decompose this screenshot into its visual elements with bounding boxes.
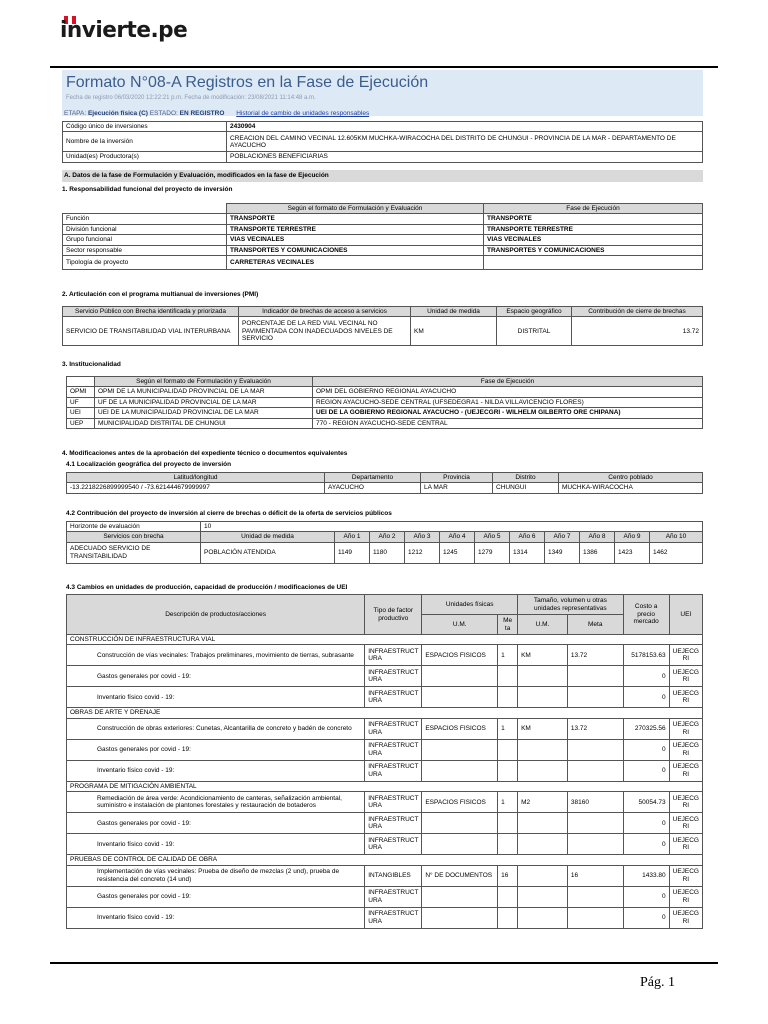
item-description: Gastos generales por covid - 19: xyxy=(67,739,365,760)
item-tipo: INFRAESTRUCT URA xyxy=(365,834,422,855)
item-um2 xyxy=(518,907,568,928)
item-um2 xyxy=(518,739,568,760)
item-meta: 1 xyxy=(498,718,518,739)
item-uei: UEJECG RI xyxy=(669,718,702,739)
cell: DISTRITAL xyxy=(497,317,572,346)
estado-value: EN REGISTRO xyxy=(179,110,225,117)
item-meta xyxy=(498,666,518,687)
table-row xyxy=(67,418,703,428)
item-description: Construcción de vías vecinales: Trabajos preliminares, movimiento de tierras, subrasante xyxy=(67,645,365,666)
fe-value: UF DE LA MUNICIPALIDAD PROVINCIAL DE LA MAR xyxy=(95,397,313,407)
item-meta2 xyxy=(567,834,623,855)
pmi-table xyxy=(62,306,703,346)
item-meta2 xyxy=(567,666,623,687)
col-header: Espacio geográfico xyxy=(497,307,572,317)
cell: 1386 xyxy=(580,542,615,563)
section-2-title: 2. Articulación con el programa multianual de inversiones (PMI) xyxy=(62,291,259,298)
cell: 1149 xyxy=(335,542,370,563)
item-description: Construcción de obras exteriores: Cunetas, Alcantarilla de concreto y badén de concreto xyxy=(67,718,365,739)
cell: LA MAR xyxy=(421,483,493,493)
item-meta2 xyxy=(567,739,623,760)
key-cell: UEP xyxy=(67,418,95,428)
key-cell: UEI xyxy=(67,408,95,418)
table-row xyxy=(67,813,703,834)
group-name: OBRAS DE ARTE Y DRENAJE xyxy=(67,708,703,718)
empty-header xyxy=(67,377,95,387)
fe-value: OPMI DE LA MUNICIPALIDAD PROVINCIAL DE LA MAR xyxy=(95,387,313,397)
col-header: Fase de Ejecución xyxy=(313,377,703,387)
item-tipo: INFRAESTRUCT URA xyxy=(365,792,422,813)
col-header: Año 2 xyxy=(370,532,405,542)
table-row xyxy=(67,718,703,739)
item-um xyxy=(422,666,498,687)
ej-value: OPMI DEL GOBIERNO REGIONAL AYACUCHO xyxy=(313,387,703,397)
group-name: PRUEBAS DE CONTROL DE CALIDAD DE OBRA xyxy=(67,855,703,865)
table-row xyxy=(63,245,703,255)
horizonte-value: 10 xyxy=(201,522,703,532)
col-header: Servicios con brecha xyxy=(67,532,201,542)
label-cell: Unidad(es) Productora(s) xyxy=(63,152,227,162)
col-header: Según el formato de Formulación y Evaluación xyxy=(227,204,484,214)
col-header: Me ta xyxy=(498,615,518,635)
cell: 13.72 xyxy=(572,317,703,346)
etapa-label: ETAPA: xyxy=(64,110,87,117)
table-row xyxy=(67,865,703,886)
row-label: Tipología de proyecto xyxy=(63,256,227,270)
item-um xyxy=(422,739,498,760)
item-costo: 0 xyxy=(623,834,669,855)
table-row xyxy=(63,122,703,132)
cell: 1279 xyxy=(475,542,510,563)
item-meta2: 38160 xyxy=(567,792,623,813)
item-meta xyxy=(498,886,518,907)
col-header: Año 5 xyxy=(475,532,510,542)
item-um2 xyxy=(518,886,568,907)
cell: 1245 xyxy=(440,542,475,563)
item-um xyxy=(422,813,498,834)
item-um: ESPACIOS FISICOS xyxy=(422,645,498,666)
page-title: Formato N°08-A Registros en la Fase de Ejecución xyxy=(66,74,429,91)
item-meta xyxy=(498,760,518,781)
table-row xyxy=(63,256,703,270)
group-name: PROGRAMA DE MITIGACIÓN AMBIENTAL xyxy=(67,781,703,791)
cell: 1462 xyxy=(650,542,703,563)
table-row xyxy=(67,483,703,493)
table-row xyxy=(67,522,703,532)
empty-cell xyxy=(484,256,703,270)
col-header: Tipo de factor productivo xyxy=(365,595,422,635)
item-um: ESPACIOS FISICOS xyxy=(422,792,498,813)
item-description: Remediación de área verde: Acondicionamiento de canteras, señalización ambiental, suministro e instalación de plantones forestales y restauración de botaderos xyxy=(67,792,365,813)
item-tipo: INFRAESTRUCT URA xyxy=(365,718,422,739)
item-um xyxy=(422,834,498,855)
group-row xyxy=(67,781,703,791)
cell: POBLACIÓN ATENDIDA xyxy=(201,542,335,563)
col-header: Departamento xyxy=(325,473,421,483)
row-label: Función xyxy=(63,214,227,224)
cell: 1180 xyxy=(370,542,405,563)
item-tipo: INFRAESTRUCT URA xyxy=(365,907,422,928)
cell: 1349 xyxy=(545,542,580,563)
item-meta2: 16 xyxy=(567,865,623,886)
item-meta xyxy=(498,834,518,855)
table-row xyxy=(63,224,703,234)
item-meta: 1 xyxy=(498,645,518,666)
item-meta: 16 xyxy=(498,865,518,886)
col-header: Unidades físicas xyxy=(422,595,518,615)
item-um2 xyxy=(518,666,568,687)
table-row xyxy=(63,132,703,152)
record-dates: Fecha de registro 06/03/2020 12:22:21 p.m. Fecha de modificación: 23/08/2021 11:14:48 a.m. xyxy=(66,95,316,101)
ej-value: REGION AYACUCHO-SEDE CENTRAL (UFSEDEGRA1 - NILDA VILLAVICENCIO FLORES) xyxy=(313,397,703,407)
item-um2 xyxy=(518,687,568,708)
item-uei: UEJECG RI xyxy=(669,739,702,760)
item-costo: 5178153.63 xyxy=(623,645,669,666)
item-costo: 50054.73 xyxy=(623,792,669,813)
stage-bar xyxy=(62,108,703,120)
ej-value: 770 - REGION AYACUCHO-SEDE CENTRAL xyxy=(313,418,703,428)
top-rule xyxy=(50,66,718,68)
col-header: Fase de Ejecución xyxy=(484,204,703,214)
row-label: Sector responsable xyxy=(63,245,227,255)
item-um xyxy=(422,907,498,928)
label-cell: Nombre de la inversión xyxy=(63,132,227,152)
cell: CHUNGUI xyxy=(493,483,559,493)
item-costo: 270325.56 xyxy=(623,718,669,739)
item-um xyxy=(422,886,498,907)
item-description: Gastos generales por covid - 19: xyxy=(67,813,365,834)
item-um: ESPACIOS FISICOS xyxy=(422,718,498,739)
item-tipo: INFRAESTRUCT URA xyxy=(365,739,422,760)
section-a-header: A. Datos de la fase de Formulación y Evaluación, modificados en la fase de Ejecución xyxy=(62,170,703,182)
group-row xyxy=(67,635,703,645)
table-row xyxy=(67,834,703,855)
item-uei: UEJECG RI xyxy=(669,760,702,781)
section-4-title: 4. Modificaciones antes de la aprobación del expediente técnico o documentos equivalentes xyxy=(62,450,348,457)
etapa-value: Ejecución física (C) xyxy=(87,110,148,117)
col-header: Año 9 xyxy=(615,532,650,542)
table-row xyxy=(67,666,703,687)
fe-value: CARRETERAS VECINALES xyxy=(227,256,484,270)
ej-value: TRANSPORTE TERRESTRE xyxy=(484,224,703,234)
cell: SERVICIO DE TRANSITABILIDAD VIAL INTERURBANA xyxy=(63,317,239,346)
col-header: Indicador de brechas de acceso a servicios xyxy=(239,307,411,317)
item-tipo: INFRAESTRUCT URA xyxy=(365,813,422,834)
table-row xyxy=(67,739,703,760)
item-meta2 xyxy=(567,760,623,781)
item-tipo: INFRAESTRUCT URA xyxy=(365,687,422,708)
item-um xyxy=(422,760,498,781)
general-table xyxy=(62,121,703,163)
item-meta2: 13.72 xyxy=(567,645,623,666)
table-row xyxy=(67,542,703,563)
item-uei: UEJECG RI xyxy=(669,687,702,708)
col-header: Año 10 xyxy=(650,532,703,542)
col-header: Unidad de medida xyxy=(411,307,497,317)
section-3-title: 3. Institucionalidad xyxy=(62,361,121,368)
col-header: Meta xyxy=(567,615,623,635)
item-meta2 xyxy=(567,687,623,708)
table-row xyxy=(63,235,703,245)
item-meta xyxy=(498,739,518,760)
value-cell: CREACION DEL CAMINO VECINAL 12.605KM MUCHKA-WIRACOCHA DEL DISTRITO DE CHUNGUI - PROVINCIA DE LA MAR - DEPARTAMENTO DE AYACUCHO xyxy=(227,132,703,152)
table-row xyxy=(63,214,703,224)
history-link[interactable]: Historial de cambio de unidades responsables xyxy=(236,110,370,117)
institution-table xyxy=(66,376,703,429)
item-costo: 0 xyxy=(623,739,669,760)
value-cell: 2430904 xyxy=(227,122,703,132)
responsibility-table xyxy=(62,203,703,270)
col-header: Servicio Público con Brecha identificada y priorizada xyxy=(63,307,239,317)
table-row xyxy=(67,408,703,418)
table-row xyxy=(67,760,703,781)
item-um xyxy=(422,687,498,708)
item-uei: UEJECG RI xyxy=(669,834,702,855)
section-42-title: 4.2 Contribución del proyecto de inversión al cierre de brechas o déficit de la oferta de servicios públicos xyxy=(66,510,392,517)
item-description: Gastos generales por covid - 19: xyxy=(67,886,365,907)
col-header: Costo a precio mercado xyxy=(623,595,669,635)
cell: ADECUADO SERVICIO DE TRANSITABILIDAD xyxy=(67,542,201,563)
item-meta2 xyxy=(567,813,623,834)
fe-value: TRANSPORTES Y COMUNICACIONES xyxy=(227,245,484,255)
section-43-title: 4.3 Cambios en unidades de producción, capacidad de producción / modificaciones de UEI xyxy=(66,584,348,591)
item-tipo: INFRAESTRUCT URA xyxy=(365,760,422,781)
item-meta2 xyxy=(567,886,623,907)
col-header: Provincia xyxy=(421,473,493,483)
item-um2 xyxy=(518,760,568,781)
col-header: Centro poblado xyxy=(559,473,703,483)
invierte-logo xyxy=(60,12,220,46)
col-header: Descripción de productos/acciones xyxy=(67,595,365,635)
item-meta xyxy=(498,687,518,708)
item-description: Inventario físico covid - 19: xyxy=(67,834,365,855)
item-costo: 1433.80 xyxy=(623,865,669,886)
ej-value: VIAS VECINALES xyxy=(484,235,703,245)
item-meta2 xyxy=(567,907,623,928)
item-um2: KM xyxy=(518,645,568,666)
fe-value: MUNICIPALIDAD DISTRITAL DE CHUNGUI xyxy=(95,418,313,428)
table-row xyxy=(67,907,703,928)
item-costo: 0 xyxy=(623,687,669,708)
item-description: Inventario físico covid - 19: xyxy=(67,760,365,781)
cell: -13.2218226899999540 / -73.621444679999997 xyxy=(67,483,325,493)
ej-value: TRANSPORTE xyxy=(484,214,703,224)
item-meta xyxy=(498,813,518,834)
item-tipo: INTANGIBLES xyxy=(365,865,422,886)
item-meta: 1 xyxy=(498,792,518,813)
col-header: Distrito xyxy=(493,473,559,483)
item-costo: 0 xyxy=(623,907,669,928)
col-header: Año 3 xyxy=(405,532,440,542)
fe-value: UEI DE LA MUNICIPALIDAD PROVINCIAL DE LA MAR xyxy=(95,408,313,418)
fe-value: TRANSPORTE xyxy=(227,214,484,224)
cell: KM xyxy=(411,317,497,346)
ej-value: TRANSPORTES Y COMUNICACIONES xyxy=(484,245,703,255)
table-row xyxy=(63,317,703,346)
cell: AYACUCHO xyxy=(325,483,421,493)
item-uei: UEJECG RI xyxy=(669,645,702,666)
group-row xyxy=(67,708,703,718)
item-costo: 0 xyxy=(623,886,669,907)
row-label: Grupo funcional xyxy=(63,235,227,245)
item-um2: M2 xyxy=(518,792,568,813)
item-description: Implementación de vías vecinales: Prueba de diseño de mezclas (2 und), prueba de resistencia del concreto (14 und) xyxy=(67,865,365,886)
key-cell: OPMI xyxy=(67,387,95,397)
table-row xyxy=(67,687,703,708)
table-row xyxy=(67,886,703,907)
item-um2 xyxy=(518,865,568,886)
col-header: Año 4 xyxy=(440,532,475,542)
item-costo: 0 xyxy=(623,666,669,687)
fe-value: VIAS VECINALES xyxy=(227,235,484,245)
item-uei: UEJECG RI xyxy=(669,792,702,813)
production-body xyxy=(67,635,703,929)
row-label: División funcional xyxy=(63,224,227,234)
item-uei: UEJECG RI xyxy=(669,907,702,928)
estado-label: ESTADO: xyxy=(149,110,178,117)
value-cell: POBLACIONES BENEFICIARIAS xyxy=(227,152,703,162)
fe-value: TRANSPORTE TERRESTRE xyxy=(227,224,484,234)
item-uei: UEJECG RI xyxy=(669,813,702,834)
cell: PORCENTAJE DE LA RED VIAL VECINAL NO PAVIMENTADA CON INADECUADOS NIVELES DE SERVICIO xyxy=(239,317,411,346)
cell: MUCHKA-WIRACOCHA xyxy=(559,483,703,493)
production-table xyxy=(66,594,703,929)
table-row xyxy=(67,792,703,813)
item-uei: UEJECG RI xyxy=(669,865,702,886)
brecha-table xyxy=(66,521,703,564)
col-header: U.M. xyxy=(518,615,568,635)
horizonte-label: Horizonte de evaluación xyxy=(67,522,201,532)
group-row xyxy=(67,855,703,865)
col-header: Año 1 xyxy=(335,532,370,542)
item-meta2: 13.72 xyxy=(567,718,623,739)
label-cell: Código único de inversiones xyxy=(63,122,227,132)
group-name: CONSTRUCCIÓN DE INFRAESTRUCTURA VIAL xyxy=(67,635,703,645)
item-uei: UEJECG RI xyxy=(669,666,702,687)
item-meta xyxy=(498,907,518,928)
col-header: Año 8 xyxy=(580,532,615,542)
col-header: Según el formato de Formulación y Evaluación xyxy=(95,377,313,387)
item-description: Inventario físico covid - 19: xyxy=(67,687,365,708)
logo-text: invierte.pe xyxy=(60,18,188,43)
table-row xyxy=(67,387,703,397)
bottom-rule xyxy=(50,962,718,964)
cell: 1212 xyxy=(405,542,440,563)
col-header: Año 6 xyxy=(510,532,545,542)
item-um2: KM xyxy=(518,718,568,739)
item-um: N° DE DOCUMENTOS xyxy=(422,865,498,886)
item-tipo: INFRAESTRUCT URA xyxy=(365,886,422,907)
item-description: Inventario físico covid - 19: xyxy=(67,907,365,928)
col-header: Unidad de medida xyxy=(201,532,335,542)
section-1-title: 1. Responsabilidad funcional del proyecto de inversión xyxy=(62,186,233,193)
ej-value: UEI DE LA GOBIERNO REGIONAL AYACUCHO - (UEJECGRI - WILHELM GILBERTO ORE CHIPANA) xyxy=(313,408,703,418)
cell: 1423 xyxy=(615,542,650,563)
item-description: Gastos generales por covid - 19: xyxy=(67,666,365,687)
item-tipo: INFRAESTRUCT URA xyxy=(365,645,422,666)
location-table xyxy=(66,472,703,494)
col-header: UEI xyxy=(669,595,702,635)
col-header: Latitud/longitud xyxy=(67,473,325,483)
table-row xyxy=(67,397,703,407)
col-header: Año 7 xyxy=(545,532,580,542)
col-header: U.M. xyxy=(422,615,498,635)
item-costo: 0 xyxy=(623,813,669,834)
key-cell: UF xyxy=(67,397,95,407)
section-41-title: 4.1 Localización geográfica del proyecto de inversión xyxy=(66,461,232,468)
table-row xyxy=(67,645,703,666)
empty-header xyxy=(63,204,227,214)
page-number: Pág. 1 xyxy=(640,975,675,990)
col-header: Contribución de cierre de brechas xyxy=(572,307,703,317)
item-costo: 0 xyxy=(623,760,669,781)
col-header: Tamaño, volumen u otras unidades representativas xyxy=(518,595,624,615)
cell: 1314 xyxy=(510,542,545,563)
item-tipo: INFRAESTRUCT URA xyxy=(365,666,422,687)
item-uei: UEJECG RI xyxy=(669,886,702,907)
item-um2 xyxy=(518,834,568,855)
table-row xyxy=(63,152,703,162)
item-um2 xyxy=(518,813,568,834)
